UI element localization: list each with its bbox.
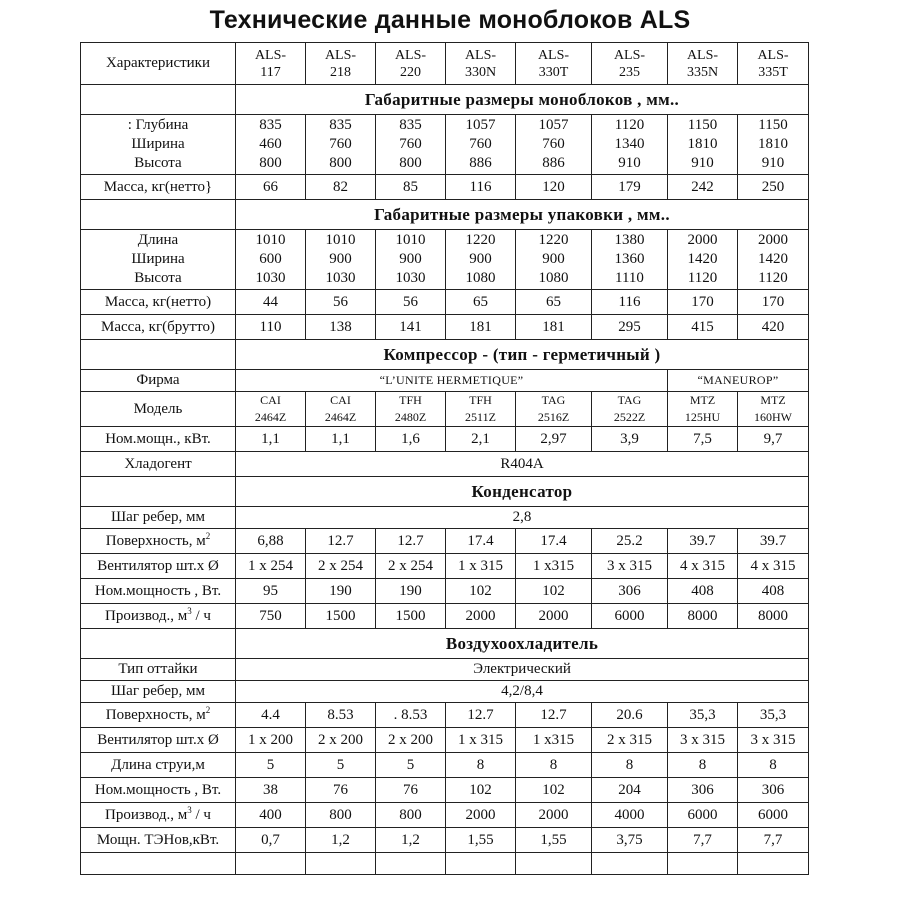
table-cell: 8 [738, 753, 809, 778]
section-row [81, 477, 809, 507]
row-label: Шаг ребер, мм [81, 507, 236, 529]
table-cell: 141 [376, 315, 446, 340]
table-cell: 35,3 [668, 703, 738, 728]
table-cell: 800 [376, 803, 446, 828]
row-label: Мощн. ТЭНов,кВт. [81, 828, 236, 853]
table-cell: 5 [306, 753, 376, 778]
table-cell: 1 x 254 [236, 554, 306, 579]
table-cell: 1,2 [306, 828, 376, 853]
table-cell: 1,55 [516, 828, 592, 853]
table-cell: TFH 2480Z [376, 392, 446, 427]
table-cell: CAI 2464Z [236, 392, 306, 427]
table-cell: 2,1 [446, 427, 516, 452]
table-cell: CAI 2464Z [306, 392, 376, 427]
firm-name-cell: “MANEUROP” [668, 370, 809, 392]
table-cell: 415 [668, 315, 738, 340]
table-cell: TAG 2516Z [516, 392, 592, 427]
table-cell: 2,97 [516, 427, 592, 452]
section-row [81, 629, 809, 659]
table-row [81, 370, 809, 392]
table-cell: 8 [446, 753, 516, 778]
table-cell: 17.4 [516, 529, 592, 554]
row-label: Длина струи,м [81, 753, 236, 778]
table-cell: 1057 760 886 [446, 115, 516, 175]
fin-pitch-value: 2,8 [236, 507, 809, 529]
table-cell: 2 x 200 [376, 728, 446, 753]
row-label: Ном.мощность , Вт. [81, 778, 236, 803]
table-row [81, 681, 809, 703]
table-row [81, 753, 809, 778]
table-cell: 2000 [516, 604, 592, 629]
row-label: : Глубина Ширина Высота [81, 115, 236, 175]
table-cell: 20.6 [592, 703, 668, 728]
table-cell: 12.7 [376, 529, 446, 554]
table-row [81, 828, 809, 853]
table-cell: 56 [376, 290, 446, 315]
table-cell: 8000 [738, 604, 809, 629]
table-row [81, 604, 809, 629]
row-label: Поверхность, $м^2$ [81, 703, 236, 728]
table-cell: 3,75 [592, 828, 668, 853]
table-cell: 4000 [592, 803, 668, 828]
model-column-header: ALS- 117 [236, 43, 306, 85]
row-label: Масса, кг(нетто} [81, 175, 236, 200]
model-column-header: ALS- 218 [306, 43, 376, 85]
table-cell: 1 x 315 [446, 728, 516, 753]
table-cell: 9,7 [738, 427, 809, 452]
table-cell: 1010 600 1030 [236, 230, 306, 290]
row-label: Масса, кг(брутто) [81, 315, 236, 340]
table-cell: 4.4 [236, 703, 306, 728]
empty-row [81, 853, 809, 875]
table-cell: 5 [376, 753, 446, 778]
table-cell: 1 x315 [516, 728, 592, 753]
table-cell: . 8.53 [376, 703, 446, 728]
table-cell: 1,1 [236, 427, 306, 452]
table-row [81, 529, 809, 554]
table-cell: 2 x 254 [376, 554, 446, 579]
table-cell: 181 [516, 315, 592, 340]
table-row [81, 290, 809, 315]
table-cell: 12.7 [446, 703, 516, 728]
table-cell: 1380 1360 1110 [592, 230, 668, 290]
table-cell: 6000 [592, 604, 668, 629]
table-cell: 65 [516, 290, 592, 315]
table-cell: 44 [236, 290, 306, 315]
table-row [81, 427, 809, 452]
fin-pitch-value: 4,2/8,4 [236, 681, 809, 703]
row-label: Модель [81, 392, 236, 427]
table-cell: 750 [236, 604, 306, 629]
table-cell: 102 [516, 778, 592, 803]
table-row [81, 554, 809, 579]
table-cell: 2 x 254 [306, 554, 376, 579]
table-row [81, 115, 809, 175]
table-row [81, 452, 809, 477]
row-label: Масса, кг(нетто) [81, 290, 236, 315]
table-cell: MTZ 160HW [738, 392, 809, 427]
table-cell: 2 x 315 [592, 728, 668, 753]
table-cell: 1 x 200 [236, 728, 306, 753]
table-cell: 7,5 [668, 427, 738, 452]
table-cell: 181 [446, 315, 516, 340]
table-cell: 2000 1420 1120 [668, 230, 738, 290]
table-cell: 38 [236, 778, 306, 803]
spec-table [80, 42, 809, 875]
model-column-header: ALS- 220 [376, 43, 446, 85]
table-cell: 39.7 [668, 529, 738, 554]
table-cell: 4 x 315 [738, 554, 809, 579]
table-row [81, 175, 809, 200]
table-cell: 5 [236, 753, 306, 778]
table-cell: 138 [306, 315, 376, 340]
row-label: Шаг ребер, мм [81, 681, 236, 703]
table-cell: 1 x 315 [446, 554, 516, 579]
table-cell: 2000 [516, 803, 592, 828]
table-row [81, 659, 809, 681]
table-row [81, 803, 809, 828]
table-cell: 408 [668, 579, 738, 604]
table-cell: 1500 [306, 604, 376, 629]
row-label: Производ., $м^3$ / ч [81, 604, 236, 629]
table-cell: 39.7 [738, 529, 809, 554]
table-cell: 306 [668, 778, 738, 803]
table-cell: 1220 900 1080 [446, 230, 516, 290]
table-cell: 65 [446, 290, 516, 315]
section-title-compressor: Компрессор - (тип - герметичный ) [236, 340, 809, 370]
table-cell: 204 [592, 778, 668, 803]
refrigerant-value: R404A [236, 452, 809, 477]
table-cell: 4 x 315 [668, 554, 738, 579]
table-cell: 1010 900 1030 [376, 230, 446, 290]
table-cell: 110 [236, 315, 306, 340]
section-row [81, 200, 809, 230]
table-cell: 190 [376, 579, 446, 604]
section-title-condenser: Конденсатор [236, 477, 809, 507]
page-title: Технические данные моноблоков ALS [209, 6, 691, 34]
section-title-dimensions: Габаритные размеры моноблоков , мм.. [236, 85, 809, 115]
table-cell: 6000 [668, 803, 738, 828]
table-cell: 102 [516, 579, 592, 604]
table-cell: 8.53 [306, 703, 376, 728]
table-cell: 250 [738, 175, 809, 200]
table-cell: 95 [236, 579, 306, 604]
table-cell: 8 [516, 753, 592, 778]
table-cell: 7,7 [668, 828, 738, 853]
table-header-row [81, 43, 809, 85]
model-column-header: ALS- 335N [668, 43, 738, 85]
row-label: Ном.мощность , Вт. [81, 579, 236, 604]
table-cell: 1220 900 1080 [516, 230, 592, 290]
table-cell: 835 460 800 [236, 115, 306, 175]
section-title-packaging: Габаритные размеры упаковки , мм.. [236, 200, 809, 230]
table-cell: 3 x 315 [738, 728, 809, 753]
row-label: Вентилятор шт.х Ø [81, 554, 236, 579]
table-cell: 190 [306, 579, 376, 604]
table-cell: TAG 2522Z [592, 392, 668, 427]
table-cell: 3 x 315 [668, 728, 738, 753]
table-cell: 400 [236, 803, 306, 828]
table-cell: 179 [592, 175, 668, 200]
table-cell: 6,88 [236, 529, 306, 554]
row-label: Тип оттайки [81, 659, 236, 681]
table-cell: 116 [446, 175, 516, 200]
table-cell: 1150 1810 910 [738, 115, 809, 175]
table-cell: 2000 [446, 803, 516, 828]
table-cell: 1120 1340 910 [592, 115, 668, 175]
table-cell: 1057 760 886 [516, 115, 592, 175]
table-row [81, 728, 809, 753]
table-cell: 56 [306, 290, 376, 315]
section-row [81, 85, 809, 115]
row-label: Фирма [81, 370, 236, 392]
table-cell: 66 [236, 175, 306, 200]
table-cell: 1010 900 1030 [306, 230, 376, 290]
table-row [81, 778, 809, 803]
model-column-header: ALS- 330N [446, 43, 516, 85]
table-cell: 1,6 [376, 427, 446, 452]
row-label: Длина Ширина Высота [81, 230, 236, 290]
table-cell: MTZ 125HU [668, 392, 738, 427]
table-cell: 76 [306, 778, 376, 803]
table-cell: 8 [592, 753, 668, 778]
section-row [81, 340, 809, 370]
table-cell: 102 [446, 778, 516, 803]
table-cell: 2000 1420 1120 [738, 230, 809, 290]
table-cell: 408 [738, 579, 809, 604]
table-row [81, 392, 809, 427]
table-cell: 116 [592, 290, 668, 315]
table-cell: 12.7 [306, 529, 376, 554]
table-cell: 242 [668, 175, 738, 200]
model-column-header: ALS- 330T [516, 43, 592, 85]
table-cell: 8000 [668, 604, 738, 629]
row-label: Хладогент [81, 452, 236, 477]
table-row [81, 703, 809, 728]
table-row [81, 230, 809, 290]
table-cell: 82 [306, 175, 376, 200]
table-cell: 3,9 [592, 427, 668, 452]
table-cell: 1,1 [306, 427, 376, 452]
table-cell: 76 [376, 778, 446, 803]
table-cell: 120 [516, 175, 592, 200]
table-cell: 2 x 200 [306, 728, 376, 753]
table-cell: 2000 [446, 604, 516, 629]
table-cell: 12.7 [516, 703, 592, 728]
table-cell: 835 760 800 [306, 115, 376, 175]
table-cell: 25.2 [592, 529, 668, 554]
model-column-header: ALS- 235 [592, 43, 668, 85]
row-label: Вентилятор шт.х Ø [81, 728, 236, 753]
row-label: Поверхность, $м^2$ [81, 529, 236, 554]
defrost-type-value: Электрический [236, 659, 809, 681]
section-title-air-cooler: Воздухоохладитель [236, 629, 809, 659]
table-row [81, 507, 809, 529]
table-cell: 102 [446, 579, 516, 604]
table-cell: 3 x 315 [592, 554, 668, 579]
row-label: Производ., $м^3$ / ч [81, 803, 236, 828]
table-cell: 306 [592, 579, 668, 604]
table-cell: 6000 [738, 803, 809, 828]
row-label: Ном.мощн., кВт. [81, 427, 236, 452]
table-cell: 35,3 [738, 703, 809, 728]
model-column-header: ALS- 335T [738, 43, 809, 85]
table-row [81, 315, 809, 340]
table-cell: 1150 1810 910 [668, 115, 738, 175]
header-label: Характеристики [81, 43, 236, 85]
table-cell: 295 [592, 315, 668, 340]
table-cell: 8 [668, 753, 738, 778]
table-cell: 170 [668, 290, 738, 315]
table-cell: 800 [306, 803, 376, 828]
table-cell: 85 [376, 175, 446, 200]
table-cell: 1,55 [446, 828, 516, 853]
table-cell: 1,2 [376, 828, 446, 853]
table-cell: 1 x315 [516, 554, 592, 579]
table-cell: 17.4 [446, 529, 516, 554]
table-cell: 0,7 [236, 828, 306, 853]
table-cell: 420 [738, 315, 809, 340]
table-cell: 306 [738, 778, 809, 803]
table-cell: 1500 [376, 604, 446, 629]
table-row [81, 579, 809, 604]
table-cell: TFH 2511Z [446, 392, 516, 427]
table-cell: 835 760 800 [376, 115, 446, 175]
table-cell: 170 [738, 290, 809, 315]
firm-name-cell: “L’UNITE HERMETIQUE” [236, 370, 668, 392]
table-cell: 7,7 [738, 828, 809, 853]
